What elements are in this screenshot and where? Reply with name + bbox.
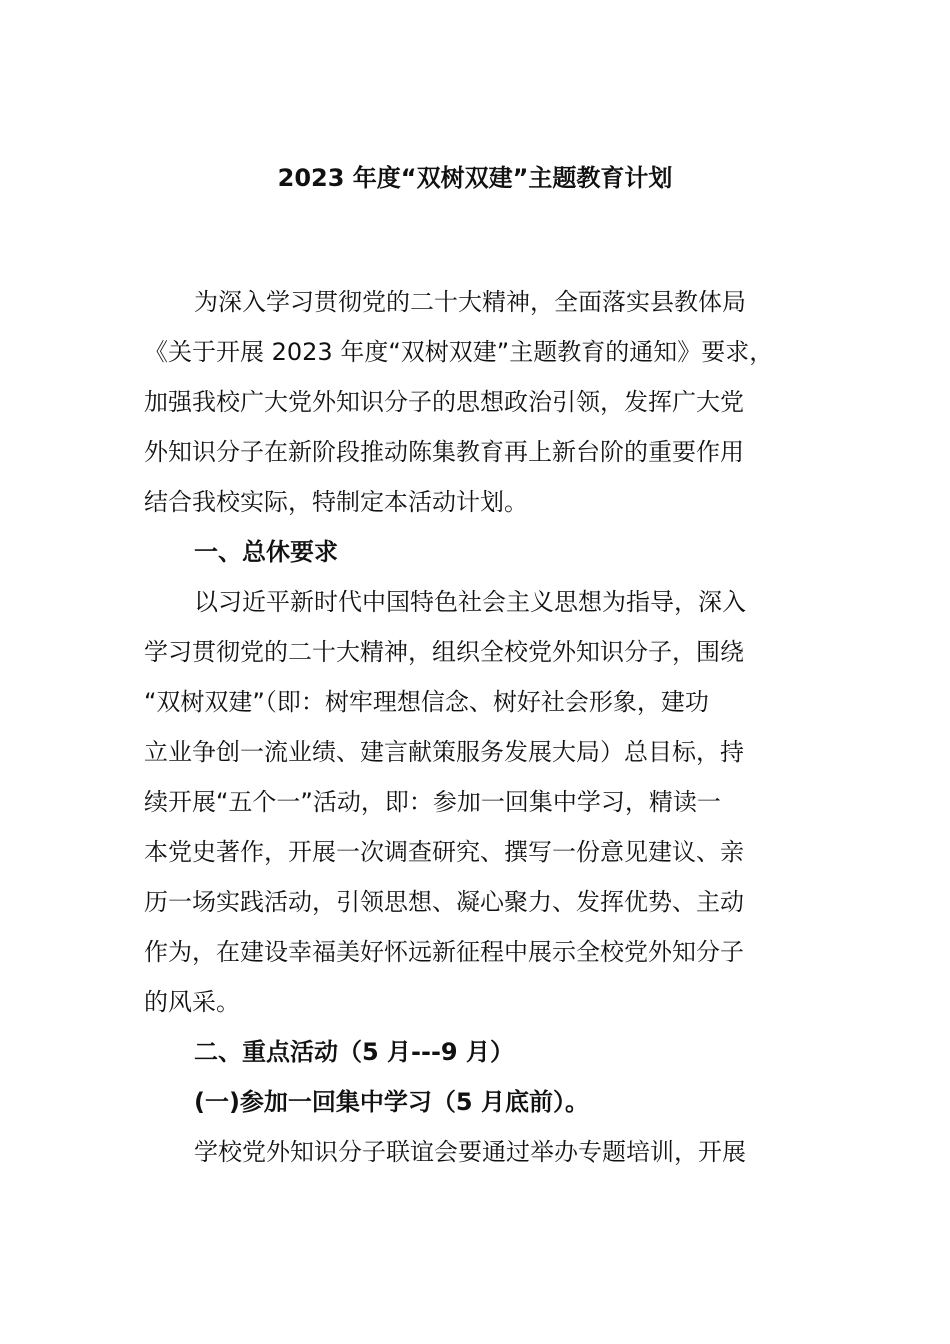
paragraph-requirements-line-5: 续开展“五个一”活动，即：参加一回集中学习，精读一	[144, 788, 721, 816]
document-body	[144, 277, 814, 1177]
paragraph-requirements-line-3: “双树双建”（即：树牢理想信念、树好社会形象，建功	[144, 688, 709, 716]
paragraph-intro-line-2: 《关于开展 2023 年度“双树双建”主题教育的通知》要求，	[144, 338, 774, 366]
paragraph-intro-line-1: 为深入学习贯彻党的二十大精神，全面落实县教体局	[194, 288, 746, 316]
paragraph-requirements-line-2: 学习贯彻党的二十大精神，组织全校党外知识分子，围绕	[144, 638, 744, 666]
section-heading-1: 一、总休要求	[194, 538, 338, 566]
paragraph-intro-line-3: 加强我校广大党外知识分子的思想政治引领，发挥广大党	[144, 388, 744, 416]
paragraph-requirements-line-4: 立业争创一流业绩、建言献策服务发展大局）总目标，持	[144, 738, 744, 766]
paragraph-requirements-line-1: 以习近平新时代中国特色社会主义思想为指导，深入	[194, 588, 746, 616]
paragraph-requirements-line-8: 作为，在建设幸福美好怀远新征程中展示全校党外知分子	[144, 938, 744, 966]
document-title: 2023 年度“双树双建”主题教育计划	[277, 164, 673, 192]
paragraph-study-line-1: 学校党外知识分子联谊会要通过举办专题培训，开展	[194, 1138, 746, 1166]
section-heading-2: 二、重点活动（5 月---9 月）	[194, 1038, 514, 1066]
paragraph-requirements-line-7: 历一场实践活动，引领思想、凝心聚力、发挥优势、主动	[144, 888, 744, 916]
subsection-heading-1: (一)参加一回集中学习（5 月底前）。	[194, 1088, 589, 1116]
paragraph-intro-line-4: 外知识分子在新阶段推动陈集教育再上新台阶的重要作用	[144, 438, 744, 466]
paragraph-intro-line-5: 结合我校实际，特制定本活动计划。	[144, 488, 528, 516]
paragraph-requirements-line-6: 本党史著作，开展一次调查研究、撰写一份意见建议、亲	[144, 838, 744, 866]
paragraph-requirements-line-9: 的风采。	[144, 988, 240, 1016]
